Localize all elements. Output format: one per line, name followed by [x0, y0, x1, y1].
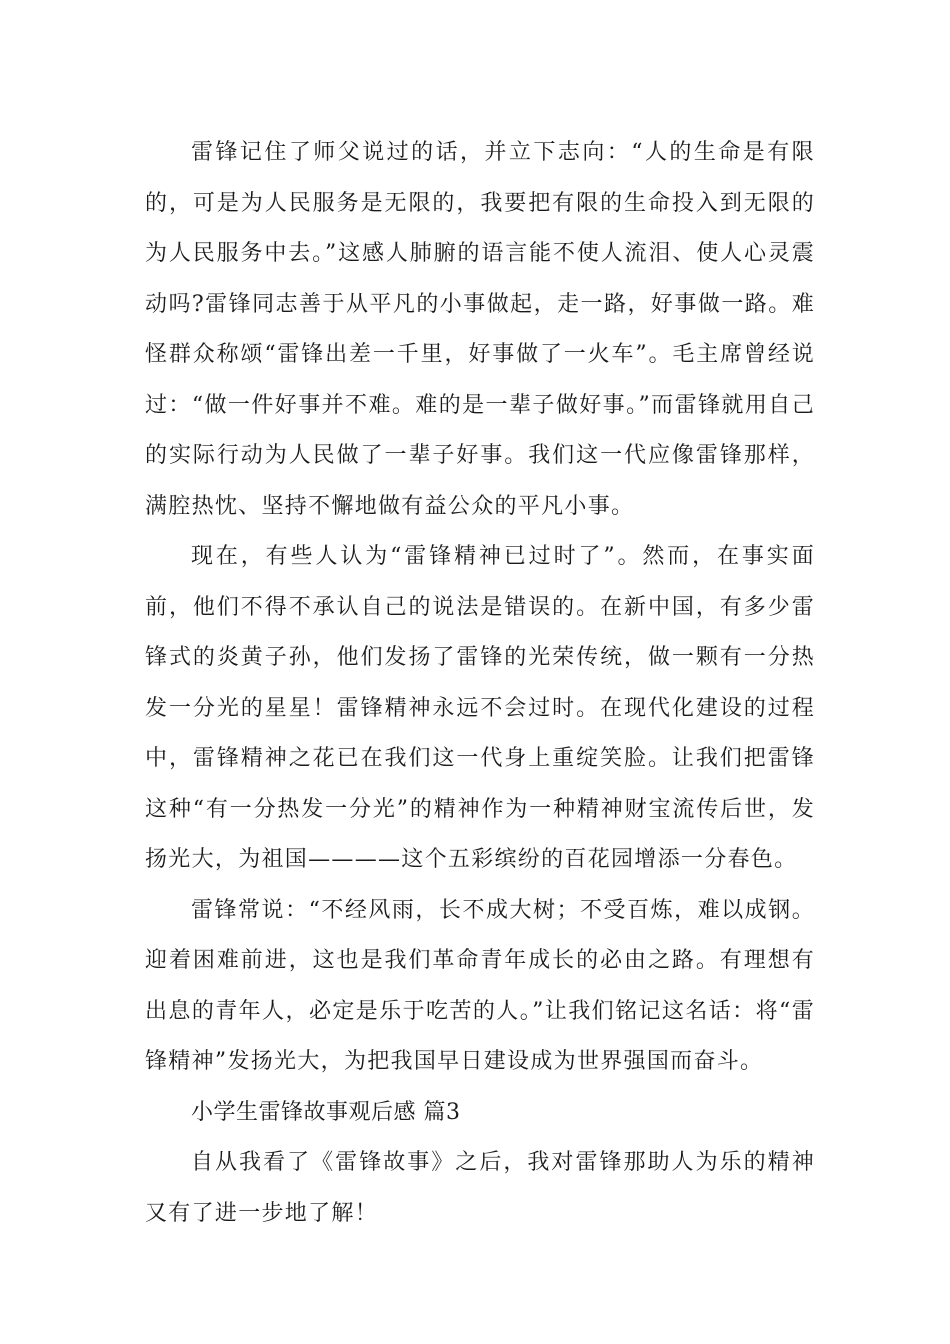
section-heading: 小学生雷锋故事观后感 篇3 [191, 1099, 461, 1125]
document-body [145, 128, 815, 1239]
paragraph-after-watching: 自从我看了《雷锋故事》之后，我对雷锋那助人为乐的精神又有了进一步地了解！ [145, 1150, 815, 1226]
paragraph-lei-feng-vow: 雷锋记住了师父说过的话，并立下志向：“人的生命是有限的，可是为人民服务是无限的，我要把有限的生命投入到无限的为人民服务中去。”这感人肺腑的语言能不使人流泪、使人心灵震动吗?雷锋同志善于从平凡的小事做起，走一路，好事做一路。难怪群众称颂“雷锋出差一千里，好事做了一火车”。毛主席曾经说过：“做一件好事并不难。难的是一辈子做好事。”而雷锋就用自己的实际行动为人民做了一辈子好事。我们这一代应像雷锋那样，满腔热忱、坚持不懈地做有益公众的平凡小事。 [145, 140, 815, 519]
paragraph-hardship-quote: 雷锋常说：“不经风雨，长不成大树；不受百炼，难以成钢。迎着困难前进，这也是我们革命青年成长的必由之路。有理想有出息的青年人，必定是乐于吃苦的人。”让我们铭记这名话：将“雷锋精神”发扬光大，为把我国早日建设成为世界强国而奋斗。 [145, 897, 815, 1074]
paragraph-spirit-not-outdated: 现在，有些人认为“雷锋精神已过时了”。然而，在事实面前，他们不得不承认自己的说法是错误的。在新中国，有多少雷锋式的炎黄子孙，他们发扬了雷锋的光荣传统，做一颗有一分热发一分光的星星！雷锋精神永远不会过时。在现代化建设的过程中，雷锋精神之花已在我们这一代身上重绽笑脸。让我们把雷锋这种“有一分热发一分光”的精神作为一种精神财宝流传后世，发扬光大，为祖国————这个五彩缤纷的百花园增添一分春色。 [145, 544, 815, 872]
